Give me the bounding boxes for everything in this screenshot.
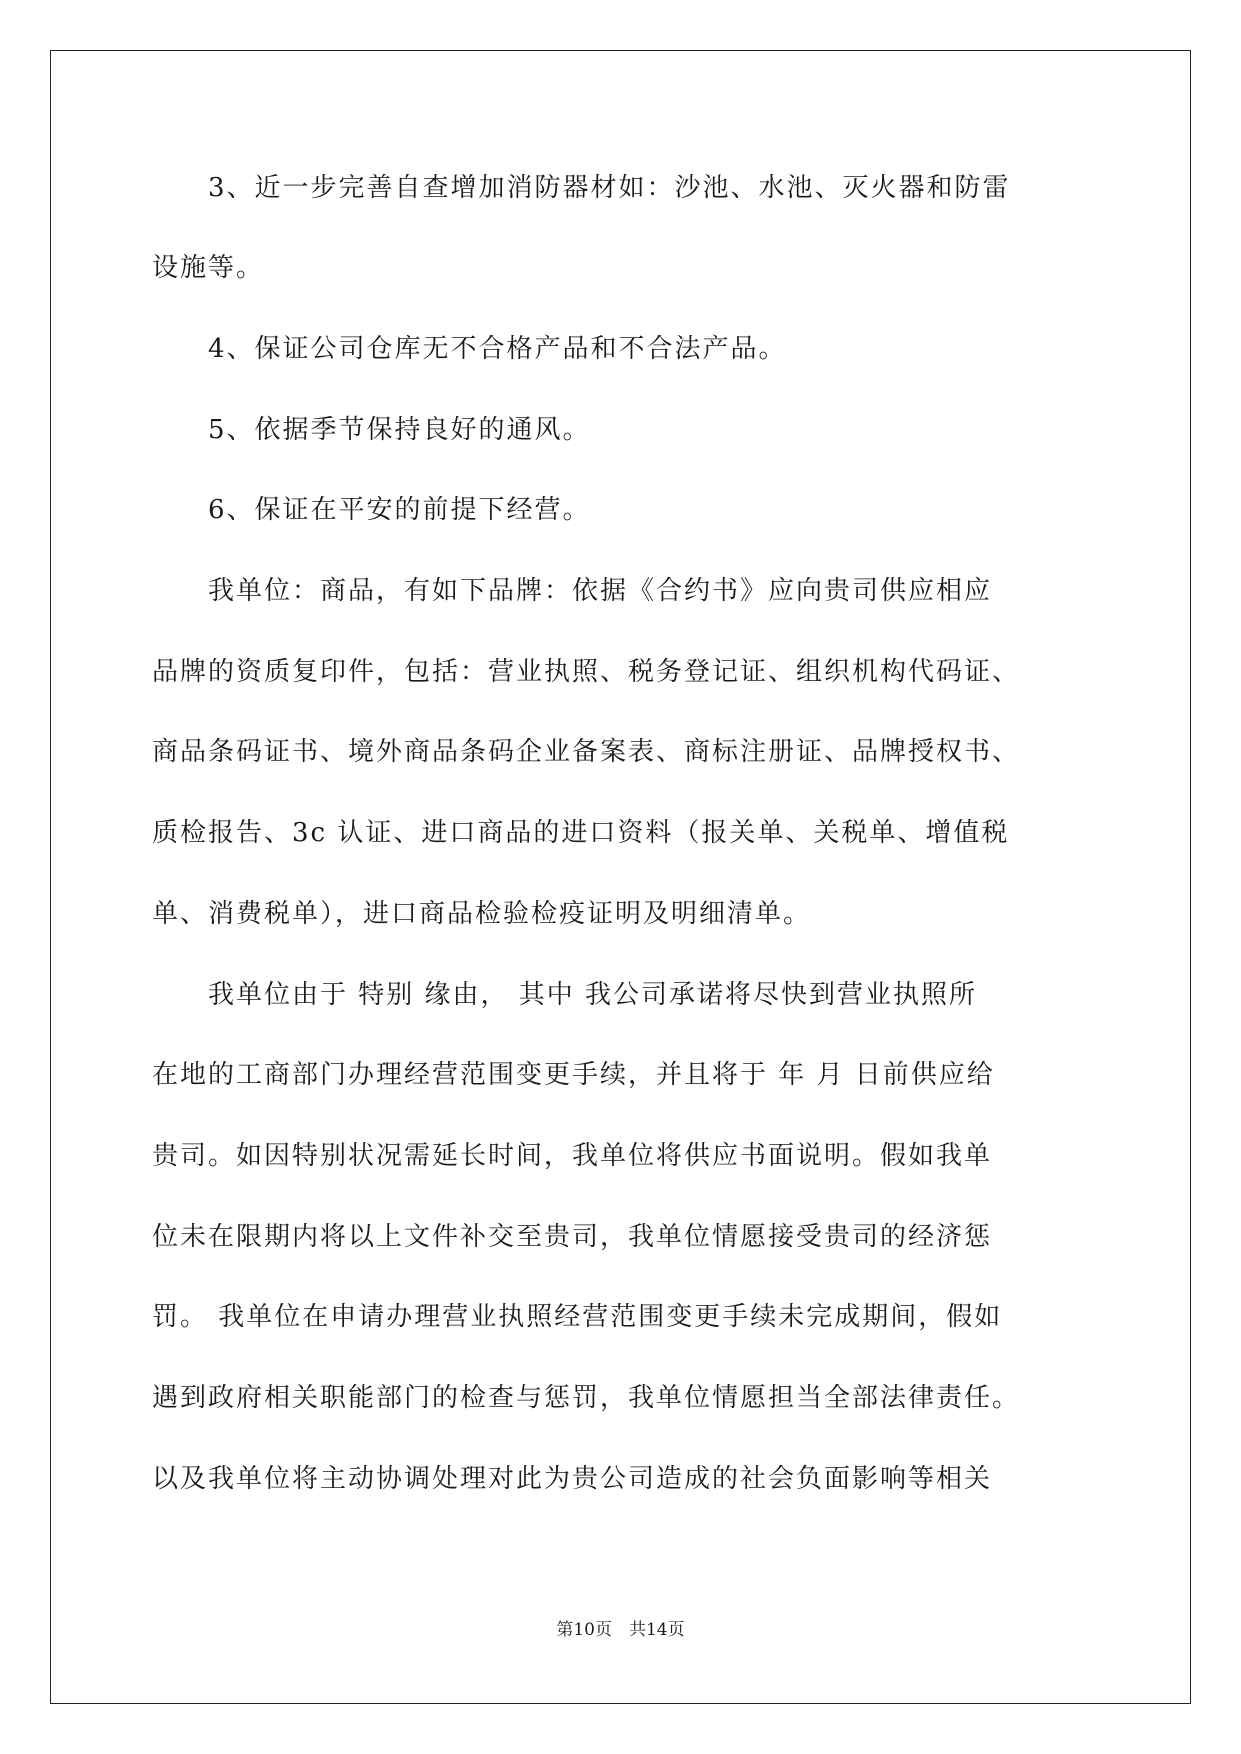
page-number-footer: 第10页 共14页 xyxy=(556,1620,685,1640)
text-line: 设施等。 xyxy=(152,253,265,283)
text-line: 单、消费税单），进口商品检验检疫证明及明细清单。 xyxy=(152,899,812,929)
text-line: 贵司。如因特别状况需延长时间，我单位将供应书面说明。假如我单 xyxy=(152,1141,993,1171)
text-line: 以及我单位将主动协调处理对此为贵公司造成的社会负面影响等相关 xyxy=(152,1464,993,1494)
text-line: 6、保证在平安的前提下经营。 xyxy=(152,495,591,525)
text-line: 5、依据季节保持良好的通风。 xyxy=(152,415,591,445)
text-line: 3、近一步完善自查增加消防器材如：沙池、水池、灭火器和防雷 xyxy=(152,173,1011,203)
text-line: 遇到政府相关职能部门的检查与惩罚，我单位情愿担当全部法律责任。 xyxy=(152,1383,1021,1413)
text-line: 商品条码证书、境外商品条码企业备案表、商标注册证、品牌授权书、 xyxy=(152,737,1021,767)
text-line: 在地的工商部门办理经营范围变更手续，并且将于 年 月 日前供应给 xyxy=(152,1060,995,1090)
text-line: 位未在限期内将以上文件补交至贵司，我单位情愿接受贵司的经济惩 xyxy=(152,1222,993,1252)
text-line: 罚。 我单位在申请办理营业执照经营范围变更手续未完成期间，假如 xyxy=(152,1302,1003,1332)
text-line: 品牌的资质复印件，包括：营业执照、税务登记证、组织机构代码证、 xyxy=(152,657,1021,687)
text-line: 我单位由于 特别 缘由， 其中 我公司承诺将尽快到营业执照所 xyxy=(152,980,978,1010)
page-frame xyxy=(50,50,1191,1704)
text-line: 4、保证公司仓库无不合格产品和不合法产品。 xyxy=(152,334,787,364)
text-line: 我单位：商品，有如下品牌：依据《合约书》应向贵司供应相应 xyxy=(152,576,993,606)
text-line: 质检报告、3c 认证、进口商品的进口资料（报关单、关税单、增值税 xyxy=(152,818,1010,848)
